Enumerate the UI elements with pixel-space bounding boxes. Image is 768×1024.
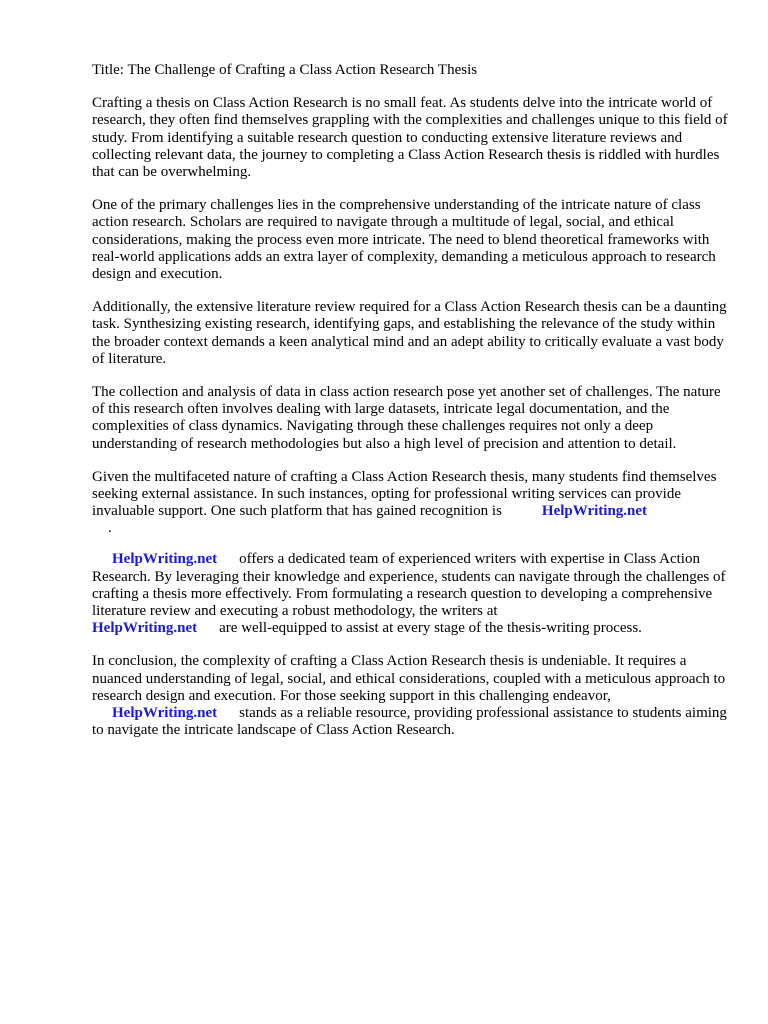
paragraph-7-text-1: In conclusion, the complexity of crafting a Class Action Research thesis is undeniable. It requires a nuanced understanding of legal, social, and ethical considerations, coupled with a meticulous approach to research design and execution. For those seeking support in this challenging endeavor, — [92, 653, 726, 704]
paragraph-3: Additionally, the extensive literature review required for a Class Action Research thesis can be a daunting task. Synthesizing existing research, identifying gaps, and establishing the relevance of the study within the broader context demands a keen analytical mind and an adept ability to critically evaluate a vast body of literature. — [92, 299, 727, 367]
paragraph-5 — [92, 469, 728, 538]
paragraph-6 — [92, 551, 728, 637]
paragraph-7-text-2: stands as a reliable resource, providing professional assistance to students aiming to navigate the intricate landscape of Class Action Research. — [92, 705, 727, 739]
paragraph-6-text-1: offers a dedicated team of experienced writers with expertise in Class Action Research. By leveraging their knowledge and experience, students can navigate through the challenges of crafting a thesis more effectively. From formulating a research question to developing a comprehensive literature review and executing a robust methodology, the writers at — [92, 551, 726, 620]
paragraph-2: One of the primary challenges lies in the comprehensive understanding of the intricate nature of class action research. Scholars are required to navigate through a multitude of legal, social, and ethical considerations, making the process even more intricate. The need to blend theoretical frameworks with real-world applications adds an extra layer of complexity, demanding a meticulous approach to research design and execution. — [92, 197, 716, 283]
helpwriting-link[interactable]: HelpWriting.net — [541, 503, 648, 520]
paragraph-4: The collection and analysis of data in class action research pose yet another set of challenges. The nature of this research often involves dealing with large datasets, intricate legal documentation, and the complexities of class dynamics. Navigating through these challenges requires not only a deep understanding of research methodologies but also a high level of precision and attention to detail. — [92, 384, 721, 452]
stray-period: . — [108, 520, 112, 537]
helpwriting-link[interactable]: HelpWriting.net — [92, 620, 198, 637]
helpwriting-link[interactable]: HelpWriting.net — [112, 551, 218, 568]
helpwriting-link[interactable]: HelpWriting.net — [112, 705, 218, 722]
paragraph-7 — [92, 653, 728, 739]
document-body — [92, 62, 728, 756]
document-title: Title: The Challenge of Crafting a Class Action Research Thesis — [92, 62, 478, 78]
paragraph-5-text: Given the multifaceted nature of crafting a Class Action Research thesis, many students find themselves seeking external assistance. In such instances, opting for professional writing services can provide invaluable support. One such platform that has gained recognition is — [92, 468, 717, 520]
paragraph-1: Crafting a thesis on Class Action Research is no small feat. As students delve into the intricate world of research, they often find themselves grappling with the complexities and challenges unique to this field of study. From identifying a suitable research question to conducting extensive literature reviews and collecting relevant data, the journey to completing a Class Action Research thesis is riddled with hurdles that can be overwhelming. — [92, 95, 728, 181]
paragraph-6-text-2: are well-equipped to assist at every stage of the thesis-writing process. — [219, 620, 642, 637]
